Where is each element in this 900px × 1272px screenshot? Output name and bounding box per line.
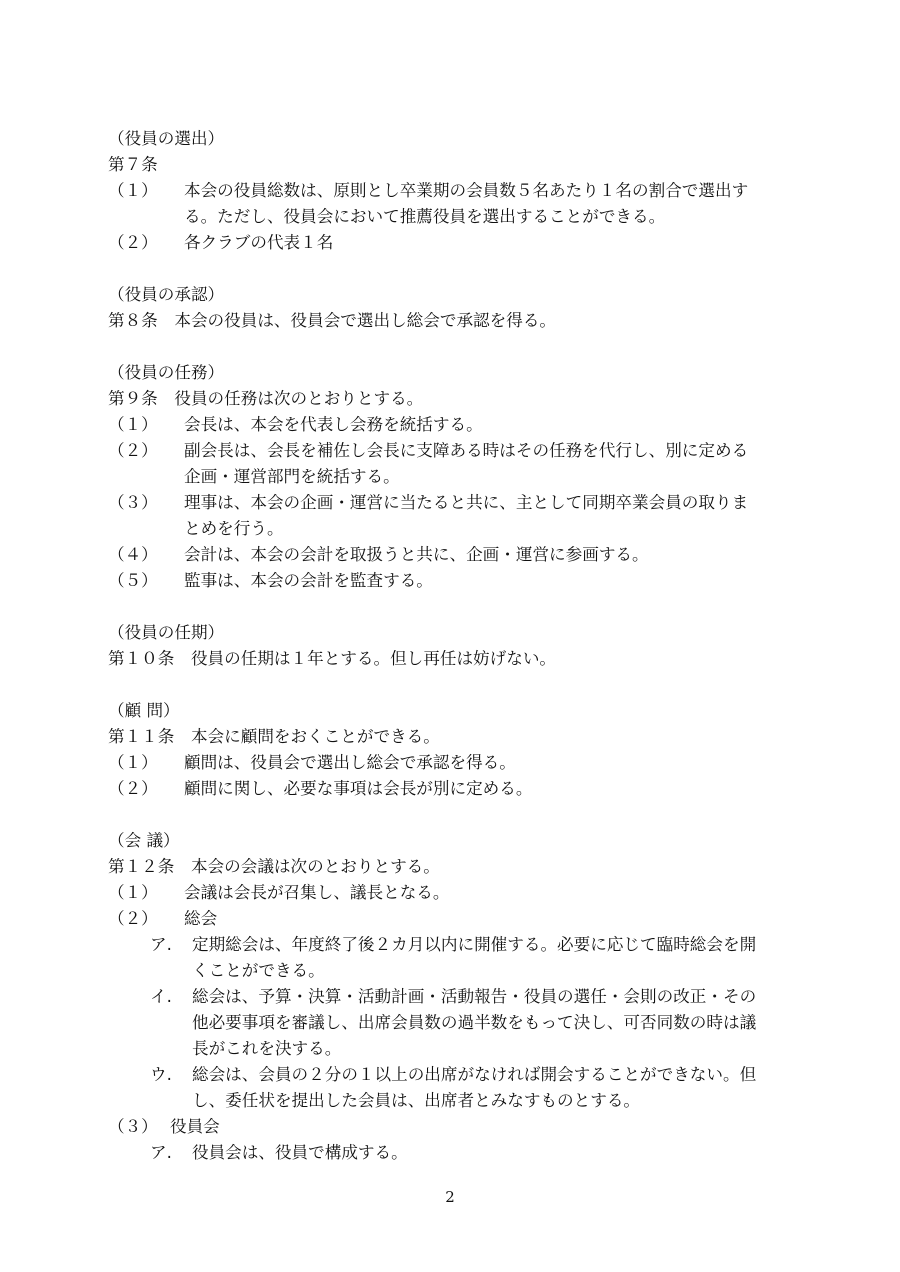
item-text: 顧問は、役員会で選出し総会で承認を得る。 — [184, 753, 516, 772]
item-text: とめを行う。 — [184, 519, 284, 538]
item-marker: （５） — [108, 571, 158, 590]
item-text: 総会 — [184, 909, 218, 928]
text-line: 第１１条 本会に顧問をおくことができる。 — [108, 727, 440, 746]
item-marker: （１） — [108, 181, 158, 200]
blank-line — [108, 256, 828, 282]
item-text: 総会は、予算・決算・活動計画・活動報告・役員の選任・会則の改正・その — [192, 987, 757, 1006]
item-text: し、委任状を提出した会員は、出席者とみなすものとする。 — [192, 1091, 641, 1110]
list-item — [108, 984, 828, 1010]
list-item — [108, 776, 828, 802]
continuation-line — [108, 1088, 828, 1114]
item-text: 副会長は、会長を補佐し会長に支障ある時はその任務を代行し、別に定める — [184, 441, 749, 460]
text-line: 第９条 役員の任務は次のとおりとする。 — [108, 389, 424, 408]
item-text: 企画・運営部門を統括する。 — [184, 467, 400, 486]
text-line: （役員の承認） — [108, 285, 225, 304]
item-text: 会議は会長が召集し、議長となる。 — [184, 883, 450, 902]
page-number: 2 — [445, 1188, 455, 1206]
item-text: 顧問に関し、必要な事項は会長が別に定める。 — [184, 779, 533, 798]
item-text: 監事は、本会の会計を監査する。 — [184, 571, 433, 590]
item-marker: （４） — [108, 545, 158, 564]
list-item — [108, 542, 828, 568]
item-marker: （２） — [108, 779, 158, 798]
list-item — [108, 932, 828, 958]
item-text: 理事は、本会の企画・運営に当たると共に、主として同期卒業会員の取りま — [184, 493, 749, 512]
item-text: 長がこれを決する。 — [192, 1039, 342, 1058]
text-line: 第１０条 役員の任期は１年とする。但し再任は妨げない。 — [108, 649, 557, 668]
item-marker: （１） — [108, 415, 158, 434]
continuation-line — [108, 516, 828, 542]
continuation-line — [108, 204, 828, 230]
text-line: （会 議） — [108, 831, 180, 850]
list-item — [108, 438, 828, 464]
item-marker: ア. — [150, 935, 172, 954]
text-line: （顧 問） — [108, 701, 180, 720]
item-text: 他必要事項を審議し、出席会員数の過半数をもって決し、可否同数の時は議 — [192, 1013, 757, 1032]
item-text: 各クラブの代表１名 — [184, 233, 334, 252]
item-text: くことができる。 — [192, 961, 325, 980]
list-item — [108, 906, 828, 932]
item-marker: （３） — [108, 1117, 158, 1136]
item-marker: イ. — [150, 987, 172, 1006]
list-item — [108, 750, 828, 776]
item-marker: ア. — [150, 1143, 172, 1162]
text-line: （役員の任期） — [108, 623, 225, 642]
item-marker: （２） — [108, 441, 158, 460]
blank-line — [108, 334, 828, 360]
blank-line — [108, 672, 828, 698]
item-marker: （１） — [108, 753, 158, 772]
item-text: 会長は、本会を代表し会務を統括する。 — [184, 415, 483, 434]
list-item — [108, 568, 828, 594]
list-item — [108, 1062, 828, 1088]
text-line: （役員の任務） — [108, 363, 225, 382]
item-text: 定期総会は、年度終了後２カ月以内に開催する。必要に応じて臨時総会を開 — [192, 935, 757, 954]
list-item — [108, 880, 828, 906]
item-marker: （２） — [108, 909, 158, 928]
item-text: 会計は、本会の会計を取扱うと共に、企画・運営に参画する。 — [184, 545, 649, 564]
blank-line — [108, 594, 828, 620]
continuation-line — [108, 464, 828, 490]
continuation-line — [108, 958, 828, 984]
item-marker: （２） — [108, 233, 158, 252]
list-item — [108, 1140, 828, 1166]
list-item — [108, 412, 828, 438]
item-text: 総会は、会員の２分の１以上の出席がなければ開会することができない。但 — [192, 1065, 757, 1084]
list-item — [108, 230, 828, 256]
text-line: （役員の選出） — [108, 129, 225, 148]
continuation-line — [108, 1036, 828, 1062]
item-marker: ウ. — [150, 1065, 172, 1084]
item-text: 役員会 — [170, 1117, 220, 1136]
text-line: 第１２条 本会の会議は次のとおりとする。 — [108, 857, 440, 876]
list-item — [108, 490, 828, 516]
list-item — [108, 1114, 828, 1140]
item-marker: （１） — [108, 883, 158, 902]
document-body — [108, 126, 828, 1166]
text-line: 第８条 本会の役員は、役員会で選出し総会で承認を得る。 — [108, 311, 557, 330]
item-text: る。ただし、役員会において推薦役員を選出することができる。 — [184, 207, 666, 226]
item-marker: （３） — [108, 493, 158, 512]
blank-line — [108, 802, 828, 828]
continuation-line — [108, 1010, 828, 1036]
item-text: 本会の役員総数は、原則とし卒業期の会員数５名あたり１名の割合で選出す — [184, 181, 749, 200]
list-item — [108, 178, 828, 204]
text-line: 第７条 — [108, 155, 158, 174]
item-text: 役員会は、役員で構成する。 — [192, 1143, 408, 1162]
